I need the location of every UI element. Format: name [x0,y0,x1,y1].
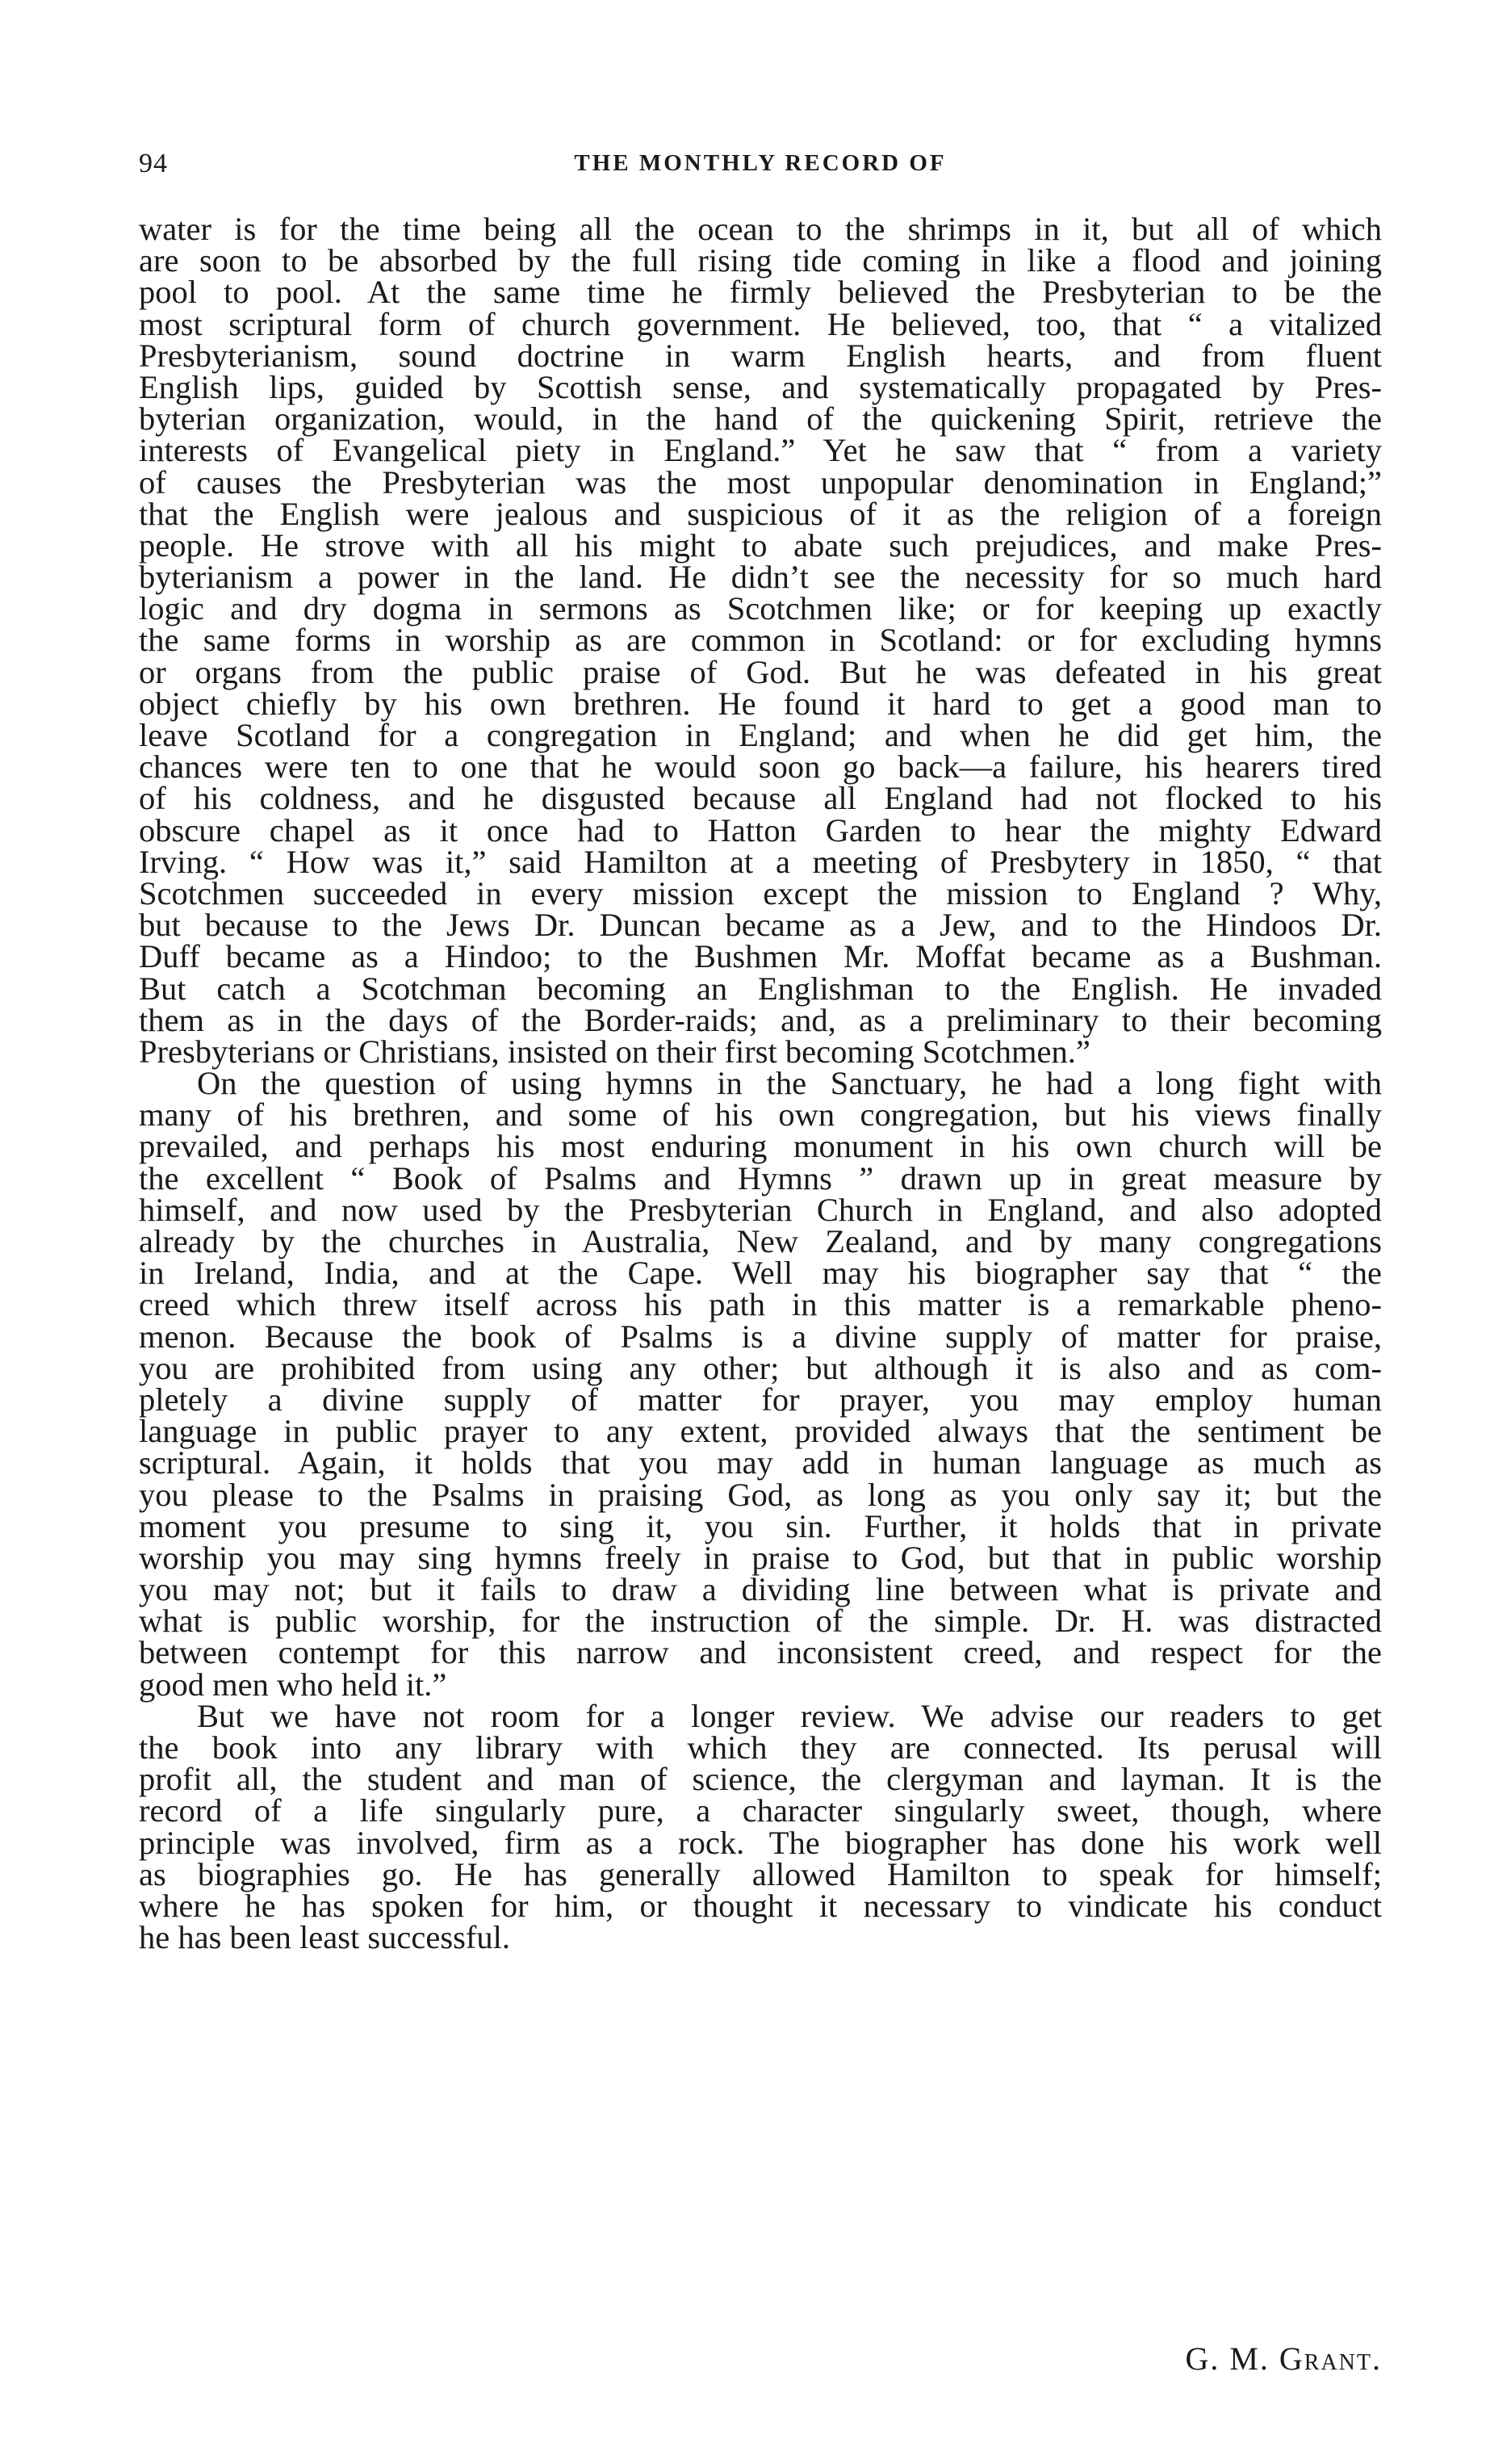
text-line: pletely a divine supply of matter for prayer, you may employ human [139,1381,1382,1418]
text-line: Presbyterians or Christians, insisted on their first becoming Scotchmen.” [139,1033,1090,1070]
text-line: what is public worship, for the instruction of the simple. Dr. H. was distracted [139,1603,1382,1640]
text-line: logic and dry dogma in sermons as Scotchmen like; or for keeping up exactly [139,590,1382,627]
text-line: between contempt for this narrow and inconsistent creed, and respect for the [139,1634,1382,1671]
text-line: water is for the time being all the ocean to the shrimps in it, but all of which [139,211,1382,247]
text-line: byterian organization, would, in the hand of the quickening Spirit, retrieve the [139,400,1382,438]
text-line: them as in the days of the Border-raids; and, as a preliminary to their becoming [139,1001,1382,1038]
text-line: byterianism a power in the land. He didn’t see the necessity for so much hard [139,559,1382,596]
text-line: prevailed, and perhaps his most enduring monument in his own church will be [139,1128,1382,1165]
text-line: Duff became as a Hindoo; to the Bushmen Mr. Moffat became as a Bushman. [139,938,1382,975]
text-line: good men who held it.” [139,1666,447,1703]
text-line: he has been least successful. [139,1919,510,1956]
text-line: leave Scotland for a congregation in England; and when he did get him, the [139,717,1382,753]
text-line: interests of Evangelical piety in England.” Yet he saw that “ from a variety [139,432,1382,469]
running-title: THE MONTHLY RECORD OF [574,150,947,176]
text-line: the same forms in worship as are common in Scotland: or for excluding hymns [139,622,1382,659]
text-line: principle was involved, firm as a rock. The biographer has done his work well [139,1824,1382,1861]
text-line: Presbyterianism, sound doctrine in warm English hearts, and from fluent [139,337,1382,374]
text-line: moment you presume to sing it, you sin. Further, it holds that in private [139,1507,1382,1544]
page-number: 94 [139,149,168,178]
text-line: of his coldness, and he disgusted because all England had not flocked to his [139,780,1382,817]
text-line: many of his brethren, and some of his own congregation, but his views finally [139,1096,1382,1134]
text-line: profit all, the student and man of science, the clergyman and layman. It is the [139,1761,1382,1798]
text-line: Irving. “ How was it,” said Hamilton at a meeting of Presbytery in 1850, “ that [139,843,1382,880]
text-line: creed which threw itself across his path in this matter is a remarkable pheno- [139,1286,1382,1323]
text-line: you may not; but it fails to draw a dividing line between what is private and [139,1571,1382,1608]
text-line: But catch a Scotchman becoming an Englishman to the English. He invaded [139,970,1382,1007]
text-line: the book into any library with which they are connected. Its perusal will [139,1729,1382,1766]
text-line: already by the churches in Australia, New Zealand, and by many congregations [139,1223,1382,1259]
text-line: but because to the Jews Dr. Duncan became as a Jew, and to the Hindoos Dr. [139,907,1382,944]
text-line: worship you may sing hymns freely in praise to God, but that in public worship [139,1539,1382,1576]
article-body [139,211,1382,1956]
text-line: obscure chapel as it once had to Hatton Garden to hear the mighty Edward [139,811,1382,849]
text-line: language in public prayer to any extent, provided always that the sentiment be [139,1413,1382,1450]
text-line: where he has spoken for him, or thought it necessary to vindicate his conduct [139,1887,1382,1924]
text-line: chances were ten to one that he would soon go back—a failure, his hearers tired [139,748,1382,786]
text-line: as biographies go. He has generally allowed Hamilton to speak for himself; [139,1855,1382,1892]
author-signature: G. M. Grant. [1185,2340,1382,2377]
text-line: most scriptural form of church government. He believed, too, that “ a vitalized [139,305,1382,342]
text-line: you please to the Psalms in praising God, as long as you only say it; but the [139,1476,1382,1513]
text-line: On the question of using hymns in the Sanctuary, he had a long fight with [197,1065,1382,1102]
text-line: the excellent “ Book of Psalms and Hymns ” drawn up in great measure by [139,1159,1382,1196]
text-line: or organs from the public praise of God. But he was defeated in his great [139,653,1382,690]
text-line: are soon to be absorbed by the full rising tide coming in like a flood and joining [139,242,1382,279]
text-line: object chiefly by his own brethren. He found it hard to get a good man to [139,685,1382,722]
text-line: record of a life singularly pure, a character singularly sweet, though, where [139,1792,1382,1829]
text-line: But we have not room for a longer review. We advise our readers to get [197,1697,1382,1734]
page-header [139,149,1382,189]
text-line: pool to pool. At the same time he firmly believed the Presbyterian to be the [139,274,1382,311]
text-line: people. He strove with all his might to abate such prejudices, and make Pres- [139,526,1382,564]
text-line: himself, and now used by the Presbyterian Church in England, and also adopted [139,1191,1382,1228]
text-line: of causes the Presbyterian was the most unpopular denomination in England;” [139,463,1382,501]
text-line: menon. Because the book of Psalms is a divine supply of matter for praise, [139,1318,1382,1355]
text-line: English lips, guided by Scottish sense, and systematically propagated by Pres- [139,368,1382,405]
text-line: that the English were jealous and suspicious of it as the religion of a foreign [139,495,1382,532]
text-line: you are prohibited from using any other; but although it is also and as com- [139,1349,1382,1386]
text-line: in Ireland, India, and at the Cape. Well may his biographer say that “ the [139,1255,1382,1292]
text-line: scriptural. Again, it holds that you may add in human language as much as [139,1444,1382,1481]
text-line: Scotchmen succeeded in every mission except the mission to England ? Why, [139,874,1382,911]
